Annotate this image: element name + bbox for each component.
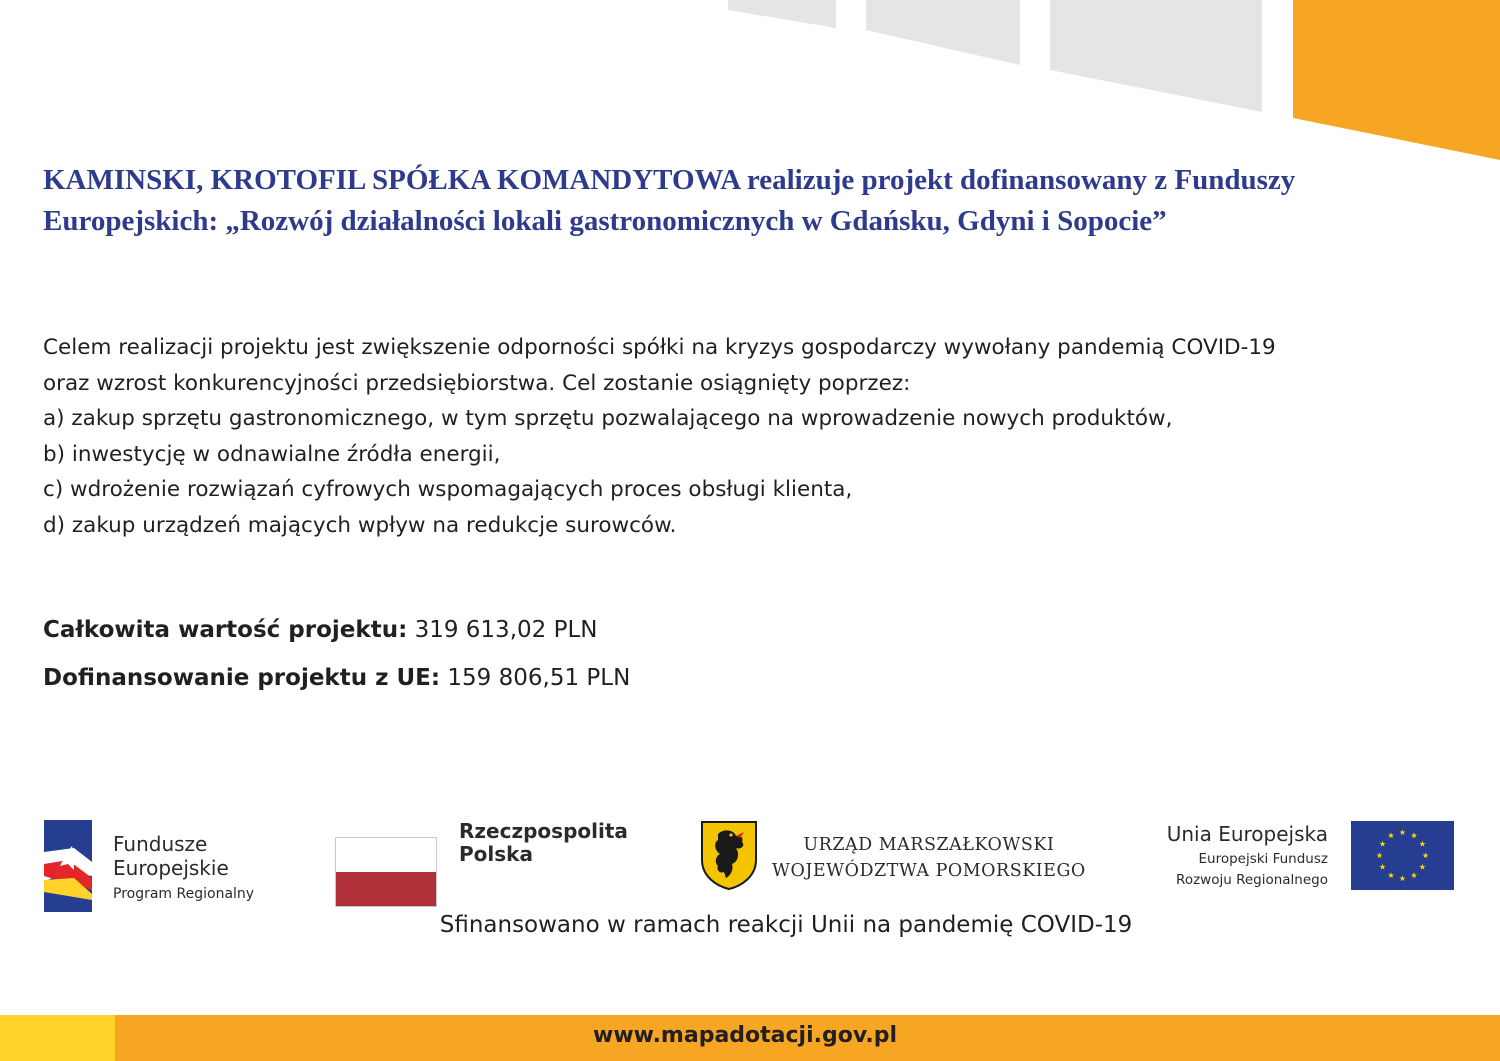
total-value-amount: 319 613,02 PLN bbox=[414, 617, 598, 643]
ue-sub-line2: Rozwoju Regionalnego bbox=[1176, 872, 1328, 888]
logo-rzeczpospolita-polska bbox=[335, 820, 655, 910]
eu-funding-amount: 159 806,51 PLN bbox=[447, 665, 631, 691]
footer-website-link[interactable]: www.mapadotacji.gov.pl bbox=[593, 1023, 898, 1048]
grey-stripe-3 bbox=[1050, 0, 1262, 112]
list-item-d: d) zakup urządzeń mających wpływ na redukcje surowców. bbox=[43, 512, 677, 538]
project-description bbox=[43, 330, 1295, 543]
um-text-block bbox=[772, 832, 1086, 884]
fundusze-europejskie-emblem-icon bbox=[44, 820, 92, 912]
grey-stripe-1 bbox=[728, 0, 836, 28]
total-value-label: Całkowita wartość projektu: bbox=[43, 617, 408, 643]
grey-stripe-2 bbox=[866, 0, 1020, 65]
intro-paragraph: Celem realizacji projektu jest zwiększenie odporności spółki na kryzys gospodarczy wywołany pandemią COVID-19 oraz wzrost konkurencyjności przedsiębiorstwa. Cel zostanie osiągnięty poprzez: bbox=[43, 335, 1276, 396]
eu-funding-line bbox=[43, 665, 630, 691]
fe-name-line2: Europejskie bbox=[113, 856, 229, 880]
fe-subtitle: Program Regionalny bbox=[113, 886, 255, 902]
fe-name-line1: Fundusze bbox=[113, 832, 208, 856]
total-value-line bbox=[43, 617, 597, 643]
rp-line2: Polska bbox=[459, 842, 533, 866]
eu-funding-label: Dofinansowanie projektu z UE: bbox=[43, 665, 441, 691]
footer-yellow-block bbox=[0, 1015, 115, 1061]
orange-corner-shape bbox=[1293, 0, 1500, 160]
list-item-a: a) zakup sprzętu gastronomicznego, w tym sprzętu pozwalającego na wprowadzenie nowych produktów, bbox=[43, 406, 1173, 431]
list-item-c: c) wdrożenie rozwiązań cyfrowych wspomagających proces obsługi klienta, bbox=[43, 477, 853, 502]
ue-text-block bbox=[1167, 820, 1328, 890]
decorative-header-shapes bbox=[0, 0, 1500, 170]
logo-fundusze-europejskie bbox=[44, 820, 304, 912]
fe-text-block bbox=[113, 832, 254, 904]
polish-flag-icon bbox=[335, 837, 437, 907]
logo-urzad-marszalkowski bbox=[700, 820, 1090, 895]
list-item-b: b) inwestycję w odnawialne źródła energii, bbox=[43, 441, 501, 467]
funding-footnote: Sfinansowano w ramach reakcji Unii na pandemię COVID-19 bbox=[439, 912, 1133, 938]
um-line2: WOJEWÓDZTWA POMORSKIEGO bbox=[772, 861, 1086, 881]
rp-text-block bbox=[459, 820, 628, 866]
headline: KAMINSKI, KROTOFIL SPÓŁKA KOMANDYTOWA realizuje projekt dofinansowany z Funduszy Europejskich: „Rozwój działalności lokali gastronomicznych w Gdańsku, Gdyni i Sopocie” bbox=[43, 164, 1296, 237]
footer-bar bbox=[0, 1015, 1500, 1061]
rp-line1: Rzeczpospolita bbox=[459, 819, 628, 843]
pomeranian-griffin-coat-of-arms-icon bbox=[700, 820, 758, 890]
logo-unia-europejska bbox=[1120, 820, 1460, 895]
eu-flag-icon bbox=[1351, 821, 1454, 890]
ue-title: Unia Europejska bbox=[1166, 822, 1328, 846]
ue-sub-line1: Europejski Fundusz bbox=[1198, 851, 1328, 867]
um-line1: URZĄD MARSZAŁKOWSKI bbox=[803, 835, 1055, 855]
